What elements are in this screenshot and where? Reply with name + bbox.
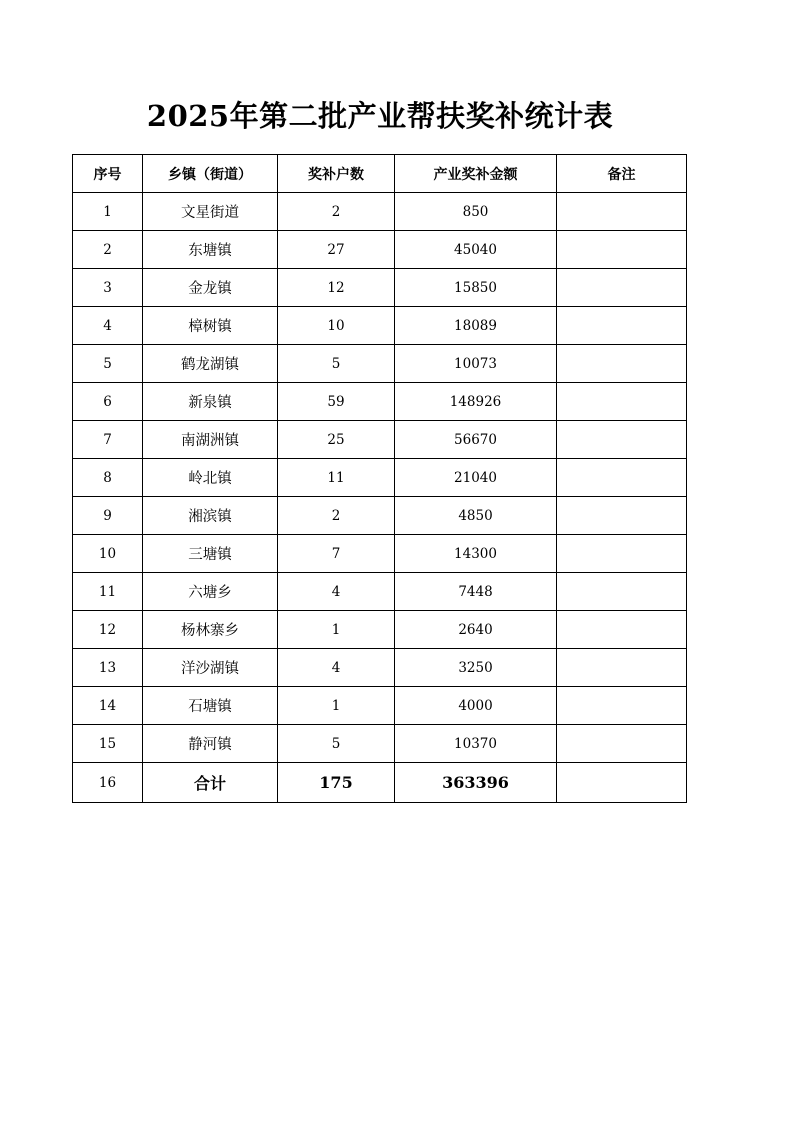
cell-town: 樟树镇 (143, 307, 278, 345)
cell-serial-no: 2 (73, 231, 143, 269)
cell-remark (557, 725, 687, 763)
cell-town: 三塘镇 (143, 535, 278, 573)
cell-amount: 3250 (395, 649, 557, 687)
cell-amount: 15850 (395, 269, 557, 307)
total-amount: 363396 (395, 763, 557, 803)
table-row (73, 535, 687, 573)
cell-remark (557, 383, 687, 421)
cell-town: 静河镇 (143, 725, 278, 763)
cell-serial-no: 7 (73, 421, 143, 459)
cell-serial-no: 10 (73, 535, 143, 573)
header-remark: 备注 (557, 155, 687, 193)
cell-town: 南湖洲镇 (143, 421, 278, 459)
cell-amount: 45040 (395, 231, 557, 269)
cell-households: 11 (278, 459, 395, 497)
cell-remark (557, 269, 687, 307)
cell-serial-no: 12 (73, 611, 143, 649)
table-row (73, 459, 687, 497)
cell-households: 5 (278, 345, 395, 383)
cell-households: 5 (278, 725, 395, 763)
cell-amount: 14300 (395, 535, 557, 573)
table-row (73, 231, 687, 269)
cell-remark (557, 193, 687, 231)
cell-town: 石塘镇 (143, 687, 278, 725)
cell-town: 杨林寨乡 (143, 611, 278, 649)
cell-households: 1 (278, 687, 395, 725)
table-row (73, 383, 687, 421)
table-row (73, 687, 687, 725)
cell-remark (557, 649, 687, 687)
cell-households: 12 (278, 269, 395, 307)
cell-amount: 21040 (395, 459, 557, 497)
cell-remark (557, 421, 687, 459)
cell-remark (557, 535, 687, 573)
table-row (73, 345, 687, 383)
table-row (73, 573, 687, 611)
header-households: 奖补户数 (278, 155, 395, 193)
cell-town: 鹤龙湖镇 (143, 345, 278, 383)
subsidy-statistics-table (72, 154, 687, 803)
cell-serial-no: 8 (73, 459, 143, 497)
cell-remark (557, 345, 687, 383)
table-header-row (73, 155, 687, 193)
table-row (73, 421, 687, 459)
cell-amount: 4850 (395, 497, 557, 535)
header-amount: 产业奖补金额 (395, 155, 557, 193)
cell-serial-no: 9 (73, 497, 143, 535)
cell-households: 2 (278, 193, 395, 231)
cell-households: 1 (278, 611, 395, 649)
cell-amount: 10370 (395, 725, 557, 763)
cell-amount: 850 (395, 193, 557, 231)
total-label: 合计 (143, 763, 278, 803)
table-row (73, 269, 687, 307)
cell-town: 金龙镇 (143, 269, 278, 307)
page-title: 2025年第二批产业帮扶奖补统计表 (146, 99, 614, 133)
total-remark (557, 763, 687, 803)
table-row (73, 649, 687, 687)
cell-town: 湘滨镇 (143, 497, 278, 535)
cell-households: 7 (278, 535, 395, 573)
cell-households: 10 (278, 307, 395, 345)
cell-serial-no: 1 (73, 193, 143, 231)
cell-serial-no: 5 (73, 345, 143, 383)
cell-amount: 7448 (395, 573, 557, 611)
cell-serial-no: 6 (73, 383, 143, 421)
cell-serial-no: 11 (73, 573, 143, 611)
cell-serial-no: 14 (73, 687, 143, 725)
cell-remark (557, 687, 687, 725)
cell-amount: 148926 (395, 383, 557, 421)
cell-remark (557, 573, 687, 611)
cell-amount: 2640 (395, 611, 557, 649)
cell-remark (557, 459, 687, 497)
cell-town: 洋沙湖镇 (143, 649, 278, 687)
cell-town: 六塘乡 (143, 573, 278, 611)
total-serial-no: 16 (73, 763, 143, 803)
cell-households: 27 (278, 231, 395, 269)
cell-town: 东塘镇 (143, 231, 278, 269)
table-body (73, 193, 687, 803)
table-row (73, 497, 687, 535)
cell-amount: 18089 (395, 307, 557, 345)
cell-households: 2 (278, 497, 395, 535)
total-households: 175 (278, 763, 395, 803)
cell-amount: 10073 (395, 345, 557, 383)
table-row (73, 611, 687, 649)
cell-households: 59 (278, 383, 395, 421)
cell-serial-no: 15 (73, 725, 143, 763)
cell-amount: 4000 (395, 687, 557, 725)
cell-remark (557, 497, 687, 535)
table-total-row (73, 763, 687, 803)
cell-remark (557, 611, 687, 649)
cell-remark (557, 307, 687, 345)
header-serial-no: 序号 (73, 155, 143, 193)
cell-town: 文星街道 (143, 193, 278, 231)
table-row (73, 307, 687, 345)
table-row (73, 725, 687, 763)
cell-town: 新泉镇 (143, 383, 278, 421)
cell-amount: 56670 (395, 421, 557, 459)
cell-serial-no: 13 (73, 649, 143, 687)
cell-households: 4 (278, 649, 395, 687)
cell-households: 25 (278, 421, 395, 459)
cell-serial-no: 3 (73, 269, 143, 307)
table-row (73, 193, 687, 231)
cell-households: 4 (278, 573, 395, 611)
cell-serial-no: 4 (73, 307, 143, 345)
cell-remark (557, 231, 687, 269)
header-town: 乡镇（街道） (143, 155, 278, 193)
cell-town: 岭北镇 (143, 459, 278, 497)
